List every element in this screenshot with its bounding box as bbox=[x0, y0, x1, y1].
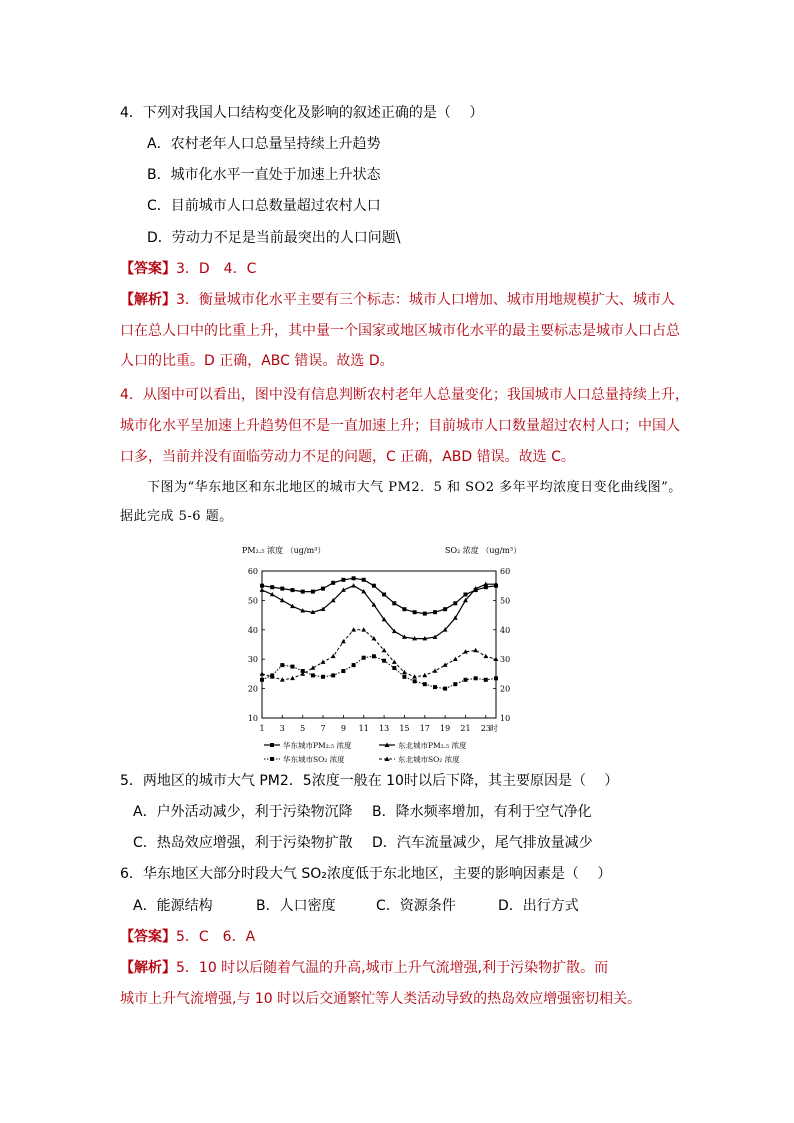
series-line bbox=[262, 584, 496, 638]
analysis-line: 口在总人口中的比重上升，其中量一个国家或地区城市化水平的最主要标志是城市人口占总 bbox=[120, 323, 680, 339]
data-point bbox=[291, 588, 295, 592]
x-tick-label: 9 bbox=[340, 724, 346, 733]
data-point bbox=[402, 675, 406, 679]
series-line bbox=[262, 656, 496, 688]
data-point bbox=[341, 669, 345, 673]
analysis-line bbox=[120, 958, 608, 978]
data-point bbox=[372, 584, 376, 588]
data-point bbox=[382, 593, 386, 597]
left-axis-label: PM₂.₅ 浓度 （ug/m³） bbox=[242, 546, 326, 555]
y-tick-label-left: 30 bbox=[247, 655, 258, 665]
data-point bbox=[260, 588, 265, 592]
data-point bbox=[433, 668, 438, 672]
answer-tag: 【答案】 bbox=[120, 929, 176, 945]
q4-option-c: C．目前城市人口总数量超过农村人口 bbox=[147, 198, 381, 214]
y-tick-label-left: 40 bbox=[247, 625, 258, 635]
data-point bbox=[311, 590, 315, 594]
q4-stem: 4．下列对我国人口结构变化及影响的叙述正确的是（ ） bbox=[120, 105, 484, 121]
legend-item bbox=[379, 754, 460, 764]
q6-stem: 6．华东地区大部分时段大气 SO₂浓度低于东北地区，主要的影响因素是（ ） bbox=[120, 866, 612, 882]
data-point bbox=[270, 585, 274, 589]
data-point bbox=[413, 610, 417, 614]
legend-label: 华东城市PM₂.₅ 浓度 bbox=[283, 741, 352, 750]
data-point bbox=[290, 676, 295, 680]
legend-label: 华东城市SO₂ 浓度 bbox=[283, 755, 345, 764]
data-point bbox=[494, 657, 499, 661]
x-tick-label: 17 bbox=[419, 724, 430, 733]
data-point bbox=[464, 593, 468, 597]
data-point bbox=[423, 612, 427, 616]
data-point bbox=[280, 587, 284, 591]
answer-text: 3．D 4．C bbox=[176, 261, 257, 277]
legend-label: 东北城市SO₂ 浓度 bbox=[398, 755, 460, 764]
data-point bbox=[433, 610, 437, 614]
data-point bbox=[331, 581, 335, 585]
data-point bbox=[301, 590, 305, 594]
pollution-line-chart bbox=[236, 540, 526, 770]
analysis-line bbox=[120, 290, 675, 310]
y-tick-label-right: 50 bbox=[500, 596, 511, 606]
q5-stem: 5．两地区的城市大气 PM2．5浓度一般在 10时以后下降，其主要原因是（ ） bbox=[120, 773, 619, 789]
data-point bbox=[392, 666, 396, 670]
data-point bbox=[362, 578, 366, 582]
data-point bbox=[311, 665, 316, 669]
x-tick-label: 13 bbox=[378, 724, 390, 733]
y-tick-label-left: 60 bbox=[247, 567, 258, 576]
data-point bbox=[341, 639, 346, 643]
legend-label: 东北城市PM₂.₅ 浓度 bbox=[398, 741, 467, 750]
q6-option-d: D．出行方式 bbox=[498, 898, 579, 914]
legend-item bbox=[264, 740, 352, 750]
data-point bbox=[351, 583, 356, 587]
chart-intro-2: 据此完成 5-6 题。 bbox=[120, 509, 233, 524]
q6-option-c: C．资源条件 bbox=[376, 898, 456, 914]
data-point bbox=[464, 678, 468, 682]
analysis-line: 城市化水平呈加速上升趋势但不是一直加速上升；目前城市人口数量超过农村人口；中国人 bbox=[120, 418, 680, 434]
data-point bbox=[453, 601, 457, 605]
y-tick-label-left: 10 bbox=[247, 714, 258, 723]
data-point bbox=[484, 678, 488, 682]
q5-option-b: B．降水频率增加，有利于空气净化 bbox=[372, 804, 592, 820]
x-tick-label: 11 bbox=[358, 724, 369, 733]
data-point bbox=[453, 682, 457, 686]
x-tick-label: 7 bbox=[320, 724, 326, 733]
x-tick-label: 5 bbox=[300, 724, 306, 733]
data-point bbox=[494, 676, 498, 680]
analysis-text: 5．10 时以后随着气温的升高,城市上升气流增强,利于污染物扩散。而 bbox=[176, 960, 609, 976]
data-point bbox=[311, 673, 315, 677]
data-point bbox=[280, 663, 284, 667]
y-tick-label-right: 60 bbox=[500, 567, 511, 576]
analysis-tag: 【解析】 bbox=[120, 292, 176, 308]
data-point bbox=[473, 648, 478, 652]
data-point bbox=[433, 685, 437, 689]
data-point bbox=[382, 659, 386, 663]
answer-block-1 bbox=[120, 259, 256, 279]
data-point bbox=[392, 601, 396, 605]
data-point bbox=[321, 587, 325, 591]
analysis-line: 人口的比重。D 正确，ABC 错误。故选 D。 bbox=[120, 353, 394, 369]
data-point bbox=[483, 654, 488, 658]
answer-block-2 bbox=[120, 927, 255, 947]
data-point bbox=[341, 578, 345, 582]
series-1 bbox=[260, 576, 498, 615]
y-tick-label-right: 10 bbox=[500, 714, 511, 723]
y-tick-label-left: 20 bbox=[247, 684, 258, 694]
y-tick-label-right: 40 bbox=[500, 625, 511, 635]
series-4 bbox=[260, 627, 499, 681]
q4-option-d: D．劳动力不足是当前最突出的人口问题\ bbox=[147, 230, 401, 246]
q4-option-b: B．城市化水平一直处于加速上升状态 bbox=[147, 167, 381, 183]
q5-option-a: A．户外活动减少，利于污染物沉降 bbox=[133, 804, 353, 820]
data-point bbox=[423, 682, 427, 686]
analysis-line: 口多，当前并没有面临劳动力不足的问题，C 正确，ABD 错误。故选 C。 bbox=[120, 449, 575, 465]
chart-intro: 下图为“华东地区和东北地区的城市大气 PM2．5 和 SO2 多年平均浓度日变化曲线图”。 bbox=[147, 480, 682, 495]
q6-option-b: B．人口密度 bbox=[256, 898, 336, 914]
data-point bbox=[402, 607, 406, 611]
data-point bbox=[321, 675, 325, 679]
data-point bbox=[260, 678, 264, 682]
q4-option-a: A．农村老年人口总量呈持续上升趋势 bbox=[147, 136, 381, 152]
analysis-line: 4．从图中可以看出，图中没有信息判断农村老年人总量变化；我国城市人口总量持续上升， bbox=[120, 387, 689, 403]
data-point bbox=[331, 673, 335, 677]
data-point bbox=[443, 607, 447, 611]
analysis-line: 城市上升气流增强,与 10 时以后交通繁忙等人类活动导致的热岛效应增强密切相关。 bbox=[120, 991, 642, 1007]
data-point bbox=[392, 660, 397, 664]
legend-item bbox=[264, 754, 345, 764]
y-tick-label-right: 30 bbox=[500, 655, 511, 665]
data-point bbox=[453, 657, 458, 661]
y-tick-label-left: 50 bbox=[247, 596, 258, 606]
series-3 bbox=[260, 654, 498, 690]
y-tick-label-right: 20 bbox=[500, 684, 511, 694]
x-tick-label: 3 bbox=[279, 724, 285, 733]
analysis-text: 3．衡量城市化水平主要有三个标志：城市人口增加、城市用地规模扩大、城市人 bbox=[176, 292, 675, 308]
data-point bbox=[352, 576, 356, 580]
data-point bbox=[372, 654, 376, 658]
analysis-tag: 【解析】 bbox=[120, 960, 176, 976]
x-tick-label: 21 bbox=[460, 724, 471, 733]
data-point bbox=[443, 687, 447, 691]
data-point bbox=[474, 676, 478, 680]
right-axis-label: SO₂ 浓度 （ug/m³） bbox=[445, 546, 522, 555]
q5-option-c: C．热岛效应增强，利于污染物扩散 bbox=[133, 835, 353, 851]
x-tick-label: 23 bbox=[480, 724, 491, 733]
data-point bbox=[291, 665, 295, 669]
q5-option-d: D．汽车流量减少，尾气排放量减少 bbox=[372, 835, 593, 851]
data-point bbox=[413, 679, 417, 683]
answer-text: 5．C 6．A bbox=[176, 929, 256, 945]
data-point bbox=[361, 627, 366, 631]
data-point bbox=[412, 674, 417, 678]
answer-tag: 【答案】 bbox=[120, 261, 176, 277]
data-point bbox=[422, 673, 427, 677]
data-point bbox=[260, 584, 264, 588]
series-line bbox=[262, 630, 496, 680]
q6-option-a: A．能源结构 bbox=[133, 898, 213, 914]
data-point bbox=[260, 671, 265, 675]
x-tick-label: 15 bbox=[399, 724, 410, 733]
data-point bbox=[362, 656, 366, 660]
data-point bbox=[352, 663, 356, 667]
x-tick-label: 1 bbox=[259, 724, 265, 733]
x-tick-label: 19 bbox=[440, 724, 451, 733]
legend-item bbox=[379, 740, 467, 750]
x-unit-label: 时 bbox=[490, 724, 498, 733]
